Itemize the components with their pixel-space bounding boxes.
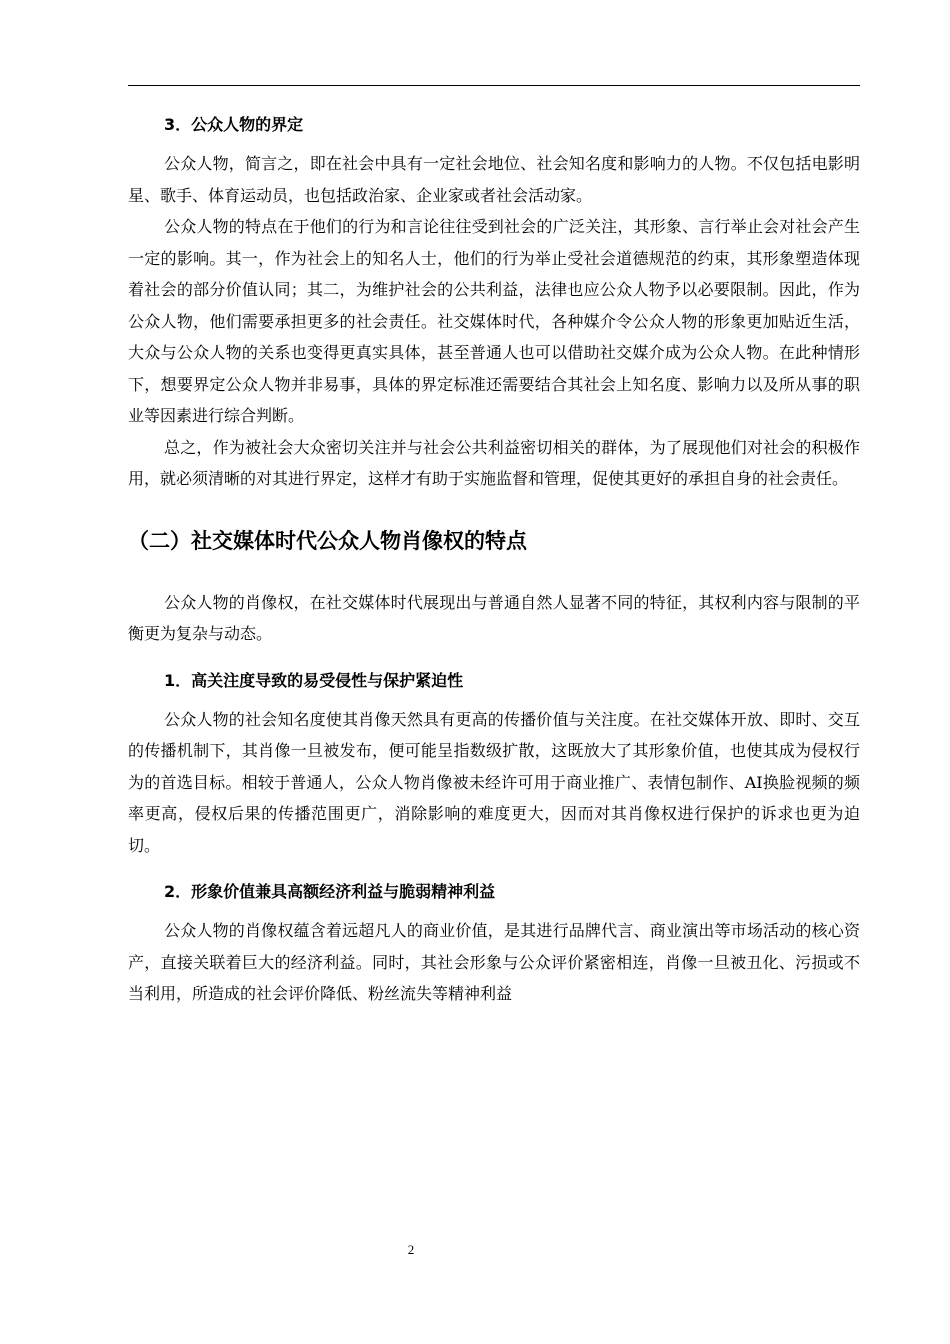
page-number: 2 xyxy=(407,1242,415,1257)
section-3-heading: 3．公众人物的界定 xyxy=(164,115,304,134)
section-3-paragraph-2: 公众人物的特点在于他们的行为和言论往往受到社会的广泛关注，其形象、言行举止会对社会产生一定的影响。其一，作为社会上的知名人士，他们的行为举止受社会道德规范的约束，其形象塑造体现着社会的部分价值认同；其二，为维护社会的公共利益，法律也应公众人物予以必要限制。因此，作为公众人物，他们需要承担更多的社会责任。社交媒体时代，各种媒介令公众人物的形象更加贴近生活，大众与公众人物的关系也变得更真实具体，甚至普通人也可以借助社交媒介成为公众人物。在此种情形下，想要界定公众人物并非易事，具体的界定标准还需要结合其社会上知名度、影响力以及所从事的职业等因素进行综合判断。 xyxy=(128,217,860,425)
subsection-1-paragraph: 公众人物的社会知名度使其肖像天然具有更高的传播价值与关注度。在社交媒体开放、即时、交互的传播机制下，其肖像一旦被发布，便可能呈指数级扩散，这既放大了其形象价值，也使其成为侵权行为的首选目标。相较于普通人，公众人物肖像被未经许可用于商业推广、表情包制作、AI换脸视频的频率更高，侵权后果的传播范围更广，消除影响的难度更大，因而对其肖像权进行保护的诉求也更为迫切。 xyxy=(128,709,860,855)
section-3-paragraph-1: 公众人物，简言之，即在社会中具有一定社会地位、社会知名度和影响力的人物。不仅包括电影明星、歌手、体育运动员，也包括政治家、企业家或者社会活动家。 xyxy=(128,154,860,205)
subsection-2-paragraph: 公众人物的肖像权蕴含着远超凡人的商业价值，是其进行品牌代言、商业演出等市场活动的核心资产，直接关联着巨大的经济利益。同时，其社会形象与公众评价紧密相连，肖像一旦被丑化、污损或不当利用，所造成的社会评价降低、粉丝流失等精神利益 xyxy=(128,921,860,1003)
section-3-paragraph-3: 总之，作为被社会大众密切关注并与社会公共利益密切相关的群体，为了展现他们对社会的积极作用，就必须清晰的对其进行界定，这样才有助于实施监督和管理，促使其更好的承担自身的社会责任。 xyxy=(128,437,860,488)
section-two-heading: （二）社交媒体时代公众人物肖像权的特点 xyxy=(128,528,527,553)
header-rule xyxy=(128,85,860,86)
page-content xyxy=(128,108,860,1010)
subsection-2-heading: 2．形象价值兼具高额经济利益与脆弱精神利益 xyxy=(164,882,496,901)
subsection-1-heading: 1．高关注度导致的易受侵性与保护紧迫性 xyxy=(164,670,464,690)
section-two-intro: 公众人物的肖像权，在社交媒体时代展现出与普通自然人显著不同的特征，其权利内容与限制的平衡更为复杂与动态。 xyxy=(128,592,860,643)
